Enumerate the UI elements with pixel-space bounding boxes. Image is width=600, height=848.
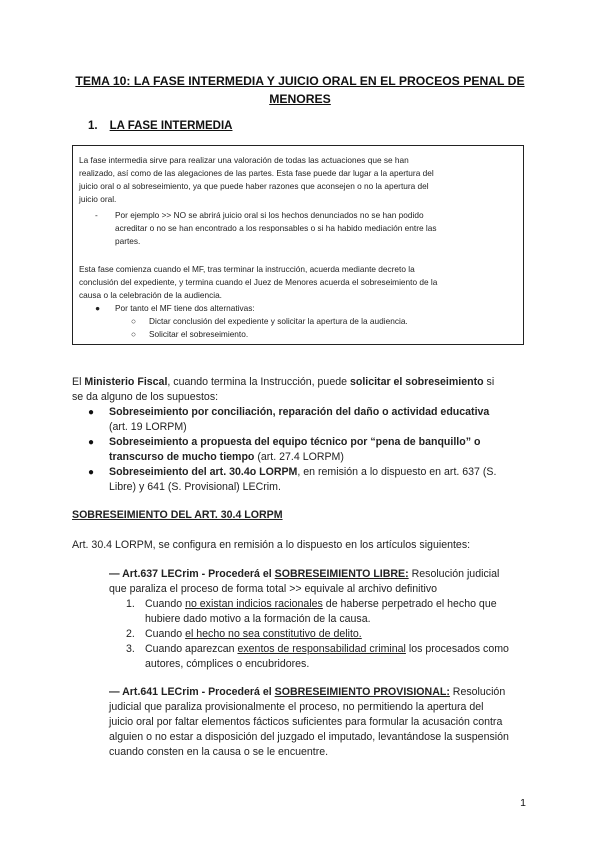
box-text-line: Por ejemplo >> NO se abrirá juicio oral si los hechos denunciados no se han podido xyxy=(115,210,424,220)
art641-line: judicial que paraliza provisionalmente el proceso, no permitiendo la apertura del xyxy=(109,701,484,713)
circle-bullet-icon: ○ xyxy=(131,316,137,326)
circle-bullet-icon: ○ xyxy=(131,329,137,339)
box-text-line: La fase intermedia sirve para realizar una valoración de todas las actuaciones que se han xyxy=(79,155,409,165)
intro-paragraph: El Ministerio Fiscal, cuando termina la Instrucción, puede solicitar el sobreseimiento si xyxy=(72,376,495,388)
page-number: 1 xyxy=(520,797,526,809)
art641-line: alguien o no estar a disposición del juzgado el imputado, levantándose la suspensión xyxy=(109,731,509,743)
enum-number: 2. xyxy=(126,628,135,640)
list-item-text: Libre) y 641 (S. Provisional) LECrim. xyxy=(109,481,281,493)
section-heading-art-30-4: SOBRESEIMIENTO DEL ART. 30.4 LORPM xyxy=(72,509,283,521)
box-text-line: realizado, así como de las alegaciones de las partes. Esta fase puede dar lugar a la apertura del xyxy=(79,168,434,178)
art641-heading: — Art.641 LECrim - Procederá el SOBRESEIMIENTO PROVISIONAL: Resolución xyxy=(109,686,506,698)
enum-item: Cuando no existan indicios racionales de haberse perpetrado el hecho que xyxy=(145,598,497,610)
bullet-icon: ● xyxy=(88,467,95,478)
bullet-icon: ● xyxy=(88,407,95,418)
enum-item-line: autores, cómplices o encubridores. xyxy=(145,658,310,670)
list-item-text: (art. 19 LORPM) xyxy=(109,421,187,433)
box-subitem: Solicitar el sobreseimiento. xyxy=(149,329,249,339)
list-item-text: transcurso de mucho tiempo (art. 27.4 LORPM) xyxy=(109,451,344,463)
enum-number: 1. xyxy=(126,598,135,610)
box-text-line: Esta fase comienza cuando el MF, tras terminar la instrucción, acuerda mediante decreto la xyxy=(79,264,415,274)
enum-item-line: hubiere dado motivo a la formación de la causa. xyxy=(145,613,371,625)
box-text-line: causa o la celebración de la audiencia. xyxy=(79,290,222,300)
art637-heading: — Art.637 LECrim - Procederá el SOBRESEIMIENTO LIBRE: Resolución judicial xyxy=(109,568,500,580)
bullet-icon: ● xyxy=(88,437,95,448)
list-item-bold: Sobreseimiento a propuesta del equipo técnico por “pena de banquillo” o xyxy=(109,436,481,448)
page-title: TEMA 10: LA FASE INTERMEDIA Y JUICIO ORAL EN EL PROCEOS PENAL DE MENORES xyxy=(75,74,525,106)
bullet-icon: ● xyxy=(95,303,101,313)
section-label: LA FASE INTERMEDIA xyxy=(109,120,233,132)
dash-marker: - xyxy=(95,210,98,220)
list-item-text: Sobreseimiento del art. 30.4o LORPM, en remisión a lo dispuesto en art. 637 (S. xyxy=(109,466,497,478)
box-text-line: conclusión del expediente, y termina cuando el Juez de Menores acuerda el sobreseimiento de la xyxy=(79,277,438,287)
box-text-line: partes. xyxy=(115,236,141,246)
art641-line: cuando consten en la causa o se le encuentre. xyxy=(109,746,329,758)
art-intro: Art. 30.4 LORPM, se configura en remisión a lo dispuesto en los artículos siguientes: xyxy=(72,539,471,551)
art641-line: juicio oral por faltar elementos fácticos suficientes para formular la acusación contra xyxy=(109,716,503,728)
box-text-line: juicio oral o al sobreseimiento, ya que puede haber razones que aconsejen o no la apertura del xyxy=(79,181,429,191)
section-number: 1. xyxy=(88,120,98,132)
box-text-line: acreditar o no se han encontrado a los responsables o si ha habido mediación entre las xyxy=(115,223,437,233)
section-heading-fase-intermedia xyxy=(88,120,232,132)
enum-item: Cuando el hecho no sea constitutivo de delito. xyxy=(145,628,362,640)
intro-paragraph-line2: se da alguno de los supuestos: xyxy=(72,391,219,403)
box-bullet-text: Por tanto el MF tiene dos alternativas: xyxy=(115,303,255,313)
enum-item: Cuando aparezcan exentos de responsabilidad criminal los procesados como xyxy=(145,643,509,655)
list-item-bold: Sobreseimiento por conciliación, reparación del daño o actividad educativa xyxy=(109,406,490,418)
box-subitem: Dictar conclusión del expediente y solicitar la apertura de la audiencia. xyxy=(149,316,408,326)
enum-number: 3. xyxy=(126,643,135,655)
art637-line: que paraliza el proceso de forma total >> equivale al archivo definitivo xyxy=(109,583,438,595)
box-text-line: juicio oral. xyxy=(79,194,117,204)
summary-box xyxy=(72,145,524,345)
